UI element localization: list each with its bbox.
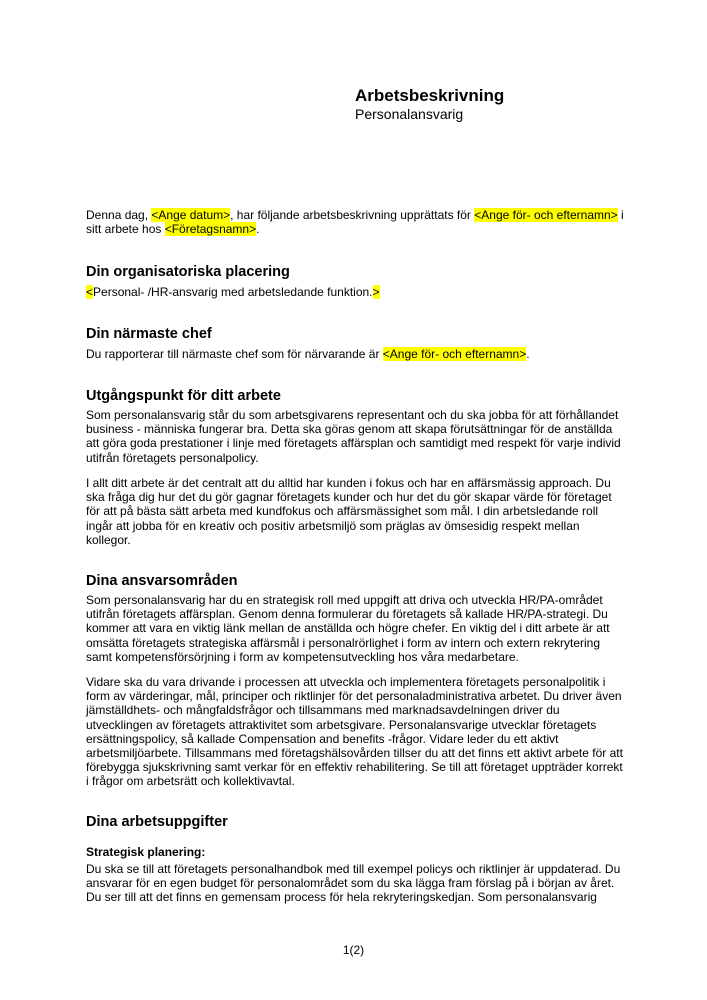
heading-manager: Din närmaste chef	[86, 326, 212, 342]
intro-text: Denna dag,	[86, 208, 152, 222]
intro-text: , har följande arbetsbeskrivning upprättats för	[230, 208, 475, 222]
placement-paragraph	[86, 285, 626, 299]
manager-name-placeholder: <Ange för- och efternamn>	[382, 347, 527, 361]
subheading-strategic-planning: Strategisk planering:	[86, 845, 206, 859]
basis-paragraph-2: I allt ditt arbete är det centralt att du alltid har kunden i fokus och har en affärsmässig approach. Du ska fråga dig hur det du gör gagnar företagets kunder och hur det du gör skapar värde för företaget för att på bästa sätt arbeta med kundfokus och affärsmässighet som mål. I din arbetsledande roll ingår att jobba för en kreativ och positiv arbetsmiljö som präglas av ömsesidig respekt mellan kollegor.	[86, 476, 612, 547]
placement-text: Personal- /HR-ansvarig med arbetsledande funktion.	[93, 285, 373, 299]
page-number: 1(2)	[342, 943, 365, 957]
manager-text: Du rapporterar till närmaste chef som för närvarande är	[86, 347, 383, 361]
placeholder-open: <	[86, 285, 94, 299]
responsibilities-paragraph-2: Vidare ska du vara drivande i processen att utveckla och implementera företagets personalpolitik i form av värderingar, mål, principer och riktlinjer för det personaladministrativa arbetet. Du driver även jämställdhets- och mångfaldsfrågor och tillsammans med marknadsavdelningen driver du utvecklingen av företagets attraktivitet som arbetsgivare. Personalansvarige utvecklar företagets ersättningspolicy, så kallade Compensation and benefits -frågor. Vidare leder du ett aktivt arbetsmiljöarbete. Tillsammans med företagshälsovården tillser du att det finns ett aktivt arbete för att förebygga sjukskrivning samt verkar för en effektiv rehabilitering. Se till att företaget uppträder korrekt i frågor om arbetsrätt och kollektivavtal.	[86, 675, 623, 789]
document-title: Arbetsbeskrivning	[355, 86, 505, 105]
basis-paragraph-1: Som personalansvarig står du som arbetsgivarens representant och du ska jobba för att förhållandet business - människa fungerar bra. Detta ska göras genom att skapa förutsättningar för de anställda att göra goda prestationer i linje med företagets affärsplan och samtidigt med respekt för varje individ utifrån företagets personalpolicy.	[86, 408, 621, 465]
intro-text: i sitt arbete hos	[86, 208, 624, 237]
tasks-paragraph-1: Du ska se till att företagets personalhandbok med till exempel policys och riktlinjer är uppdaterad. Du ansvarar för en egen budget för personalområdet som du ska lägga fram förslag på i början av året. Du ser till att det finns en gemensam process för hela rekryteringskedjan. Som personalansvarig	[86, 862, 621, 905]
manager-text-end: .	[526, 347, 530, 361]
heading-placement: Din organisatoriska placering	[86, 264, 290, 280]
heading-basis: Utgångspunkt för ditt arbete	[86, 388, 281, 404]
manager-paragraph	[86, 347, 626, 361]
date-placeholder: <Ange datum>	[151, 208, 231, 222]
company-placeholder: <Företagsnamn>	[164, 222, 257, 237]
intro-text: .	[256, 222, 260, 237]
heading-responsibilities: Dina ansvarsområden	[86, 573, 238, 589]
responsibilities-paragraph-1: Som personalansvarig har du en strategisk roll med uppgift att driva och utveckla HR/PA-området utifrån företagets affärsplan. Genom denna formulerar du företagets så kallade HR/PA-strategi. Du kommer att vara en viktig länk mellan de anställda och högre chefer. En viktig del i ditt arbete är att omsätta företagets strategiska affärsmål i personalrörlighet i form av intern och extern rekrytering samt kompetensförsörjning i form av kompetensutveckling hos våra medarbetare.	[86, 593, 610, 664]
intro-paragraph	[86, 208, 626, 236]
placeholder-close: >	[372, 285, 380, 299]
name-placeholder: <Ange för- och efternamn>	[474, 208, 618, 222]
heading-tasks: Dina arbetsuppgifter	[86, 814, 228, 830]
document-subtitle: Personalansvarig	[355, 106, 464, 122]
